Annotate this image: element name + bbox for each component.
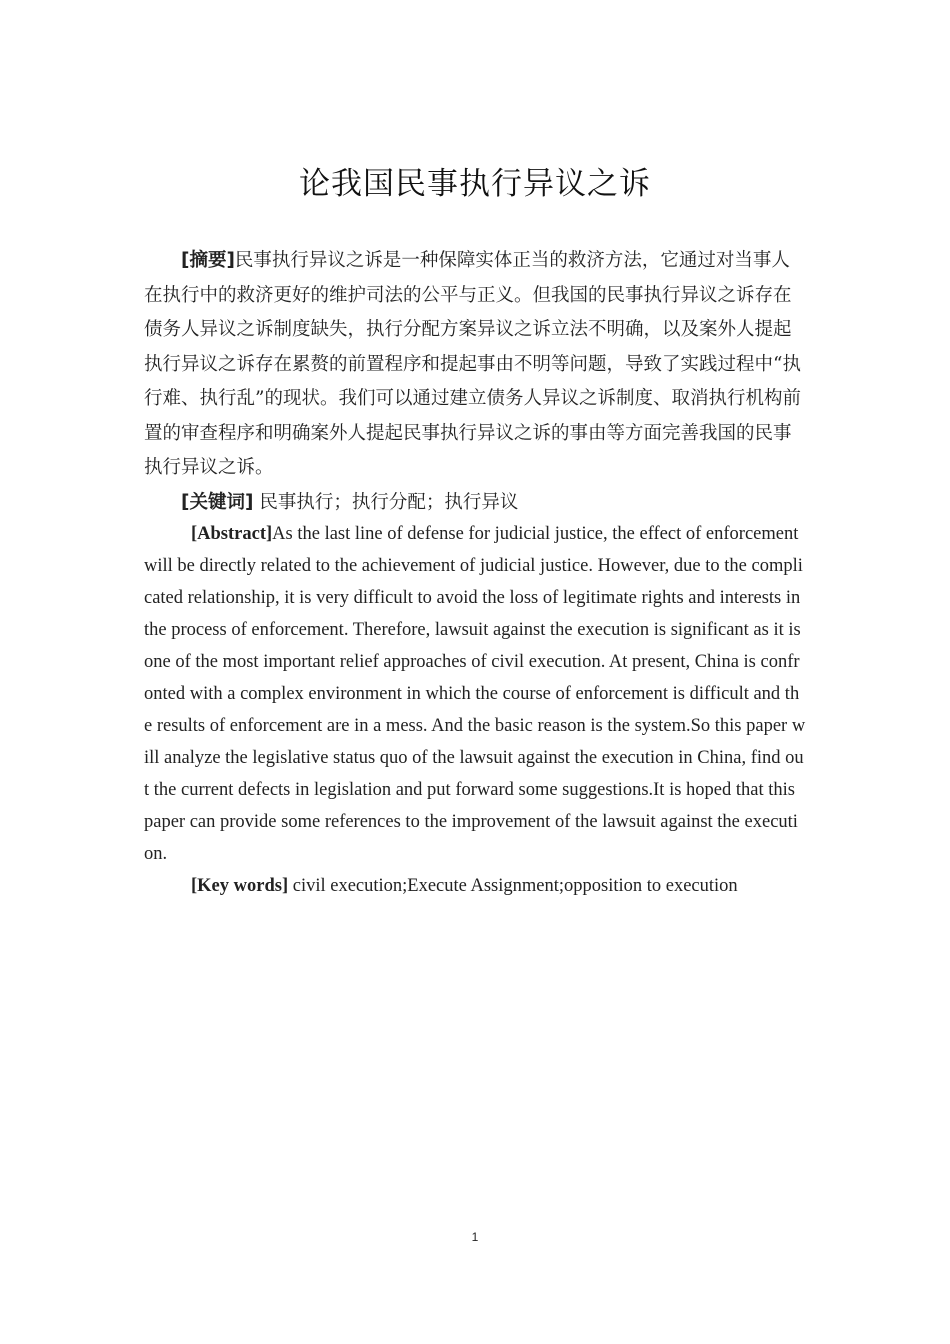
page-number: 1 [471,1230,479,1244]
abstract-en-block [144,518,806,902]
abstract-en-paragraph [144,518,806,870]
keywords-en-label: [Key words] [191,876,289,896]
keywords-zh-paragraph [144,486,806,521]
abstract-zh-block [144,244,806,520]
abstract-zh-paragraph [144,244,806,486]
keywords-en-text: civil execution;Execute Assignment;opposition to execution [292,876,738,896]
abstract-zh-label: [摘要] [181,250,235,271]
keywords-en-paragraph [144,870,806,902]
keywords-zh-text: 民事执行；执行分配；执行异议 [259,491,519,513]
abstract-en-label: [Abstract] [191,524,273,544]
paper-title: 论我国民事执行异议之诉 [299,166,651,202]
keywords-zh-label: [关键词] [181,491,254,513]
abstract-zh-text: 民事执行异议之诉是一种保障实体正当的救济方法，它通过对当事人在执行中的救济更好的维护司法的公平与正义。但我国的民事执行异议之诉存在债务人异议之诉制度缺失，执行分配方案异议之诉立法不明确，以及案外人提起执行异议之诉存在累赘的前置程序和提起事由不明等问题，导致了实践过程中“执行难、执行乱”的现状。我们可以通过建立债务人异议之诉制度、取消执行机构前置的审查程序和明确案外人提起民事执行异议之诉的事由等方面完善我国的民事执行异议之诉。 [144,250,801,478]
abstract-en-text: As the last line of defense for judicial justice, the effect of enforcement will be directly related to the achievement of judicial justice. However, due to the complicated relationship, it is very difficult to avoid the loss of legitimate rights and interests in the process of enforcement. Therefore, lawsuit against the execution is significant as it is one of the most important relief approaches of civil execution. At present, China is confronted with a complex environment in which the course of enforcement is difficult and the results of enforcement are in a mess. And the basic reason is the system.So this paper will analyze the legislative status quo of the lawsuit against the execution in China, find out the current defects in legislation and put forward some suggestions.It is hoped that this paper can provide some references to the improvement of the lawsuit against the execution. [144,524,806,864]
